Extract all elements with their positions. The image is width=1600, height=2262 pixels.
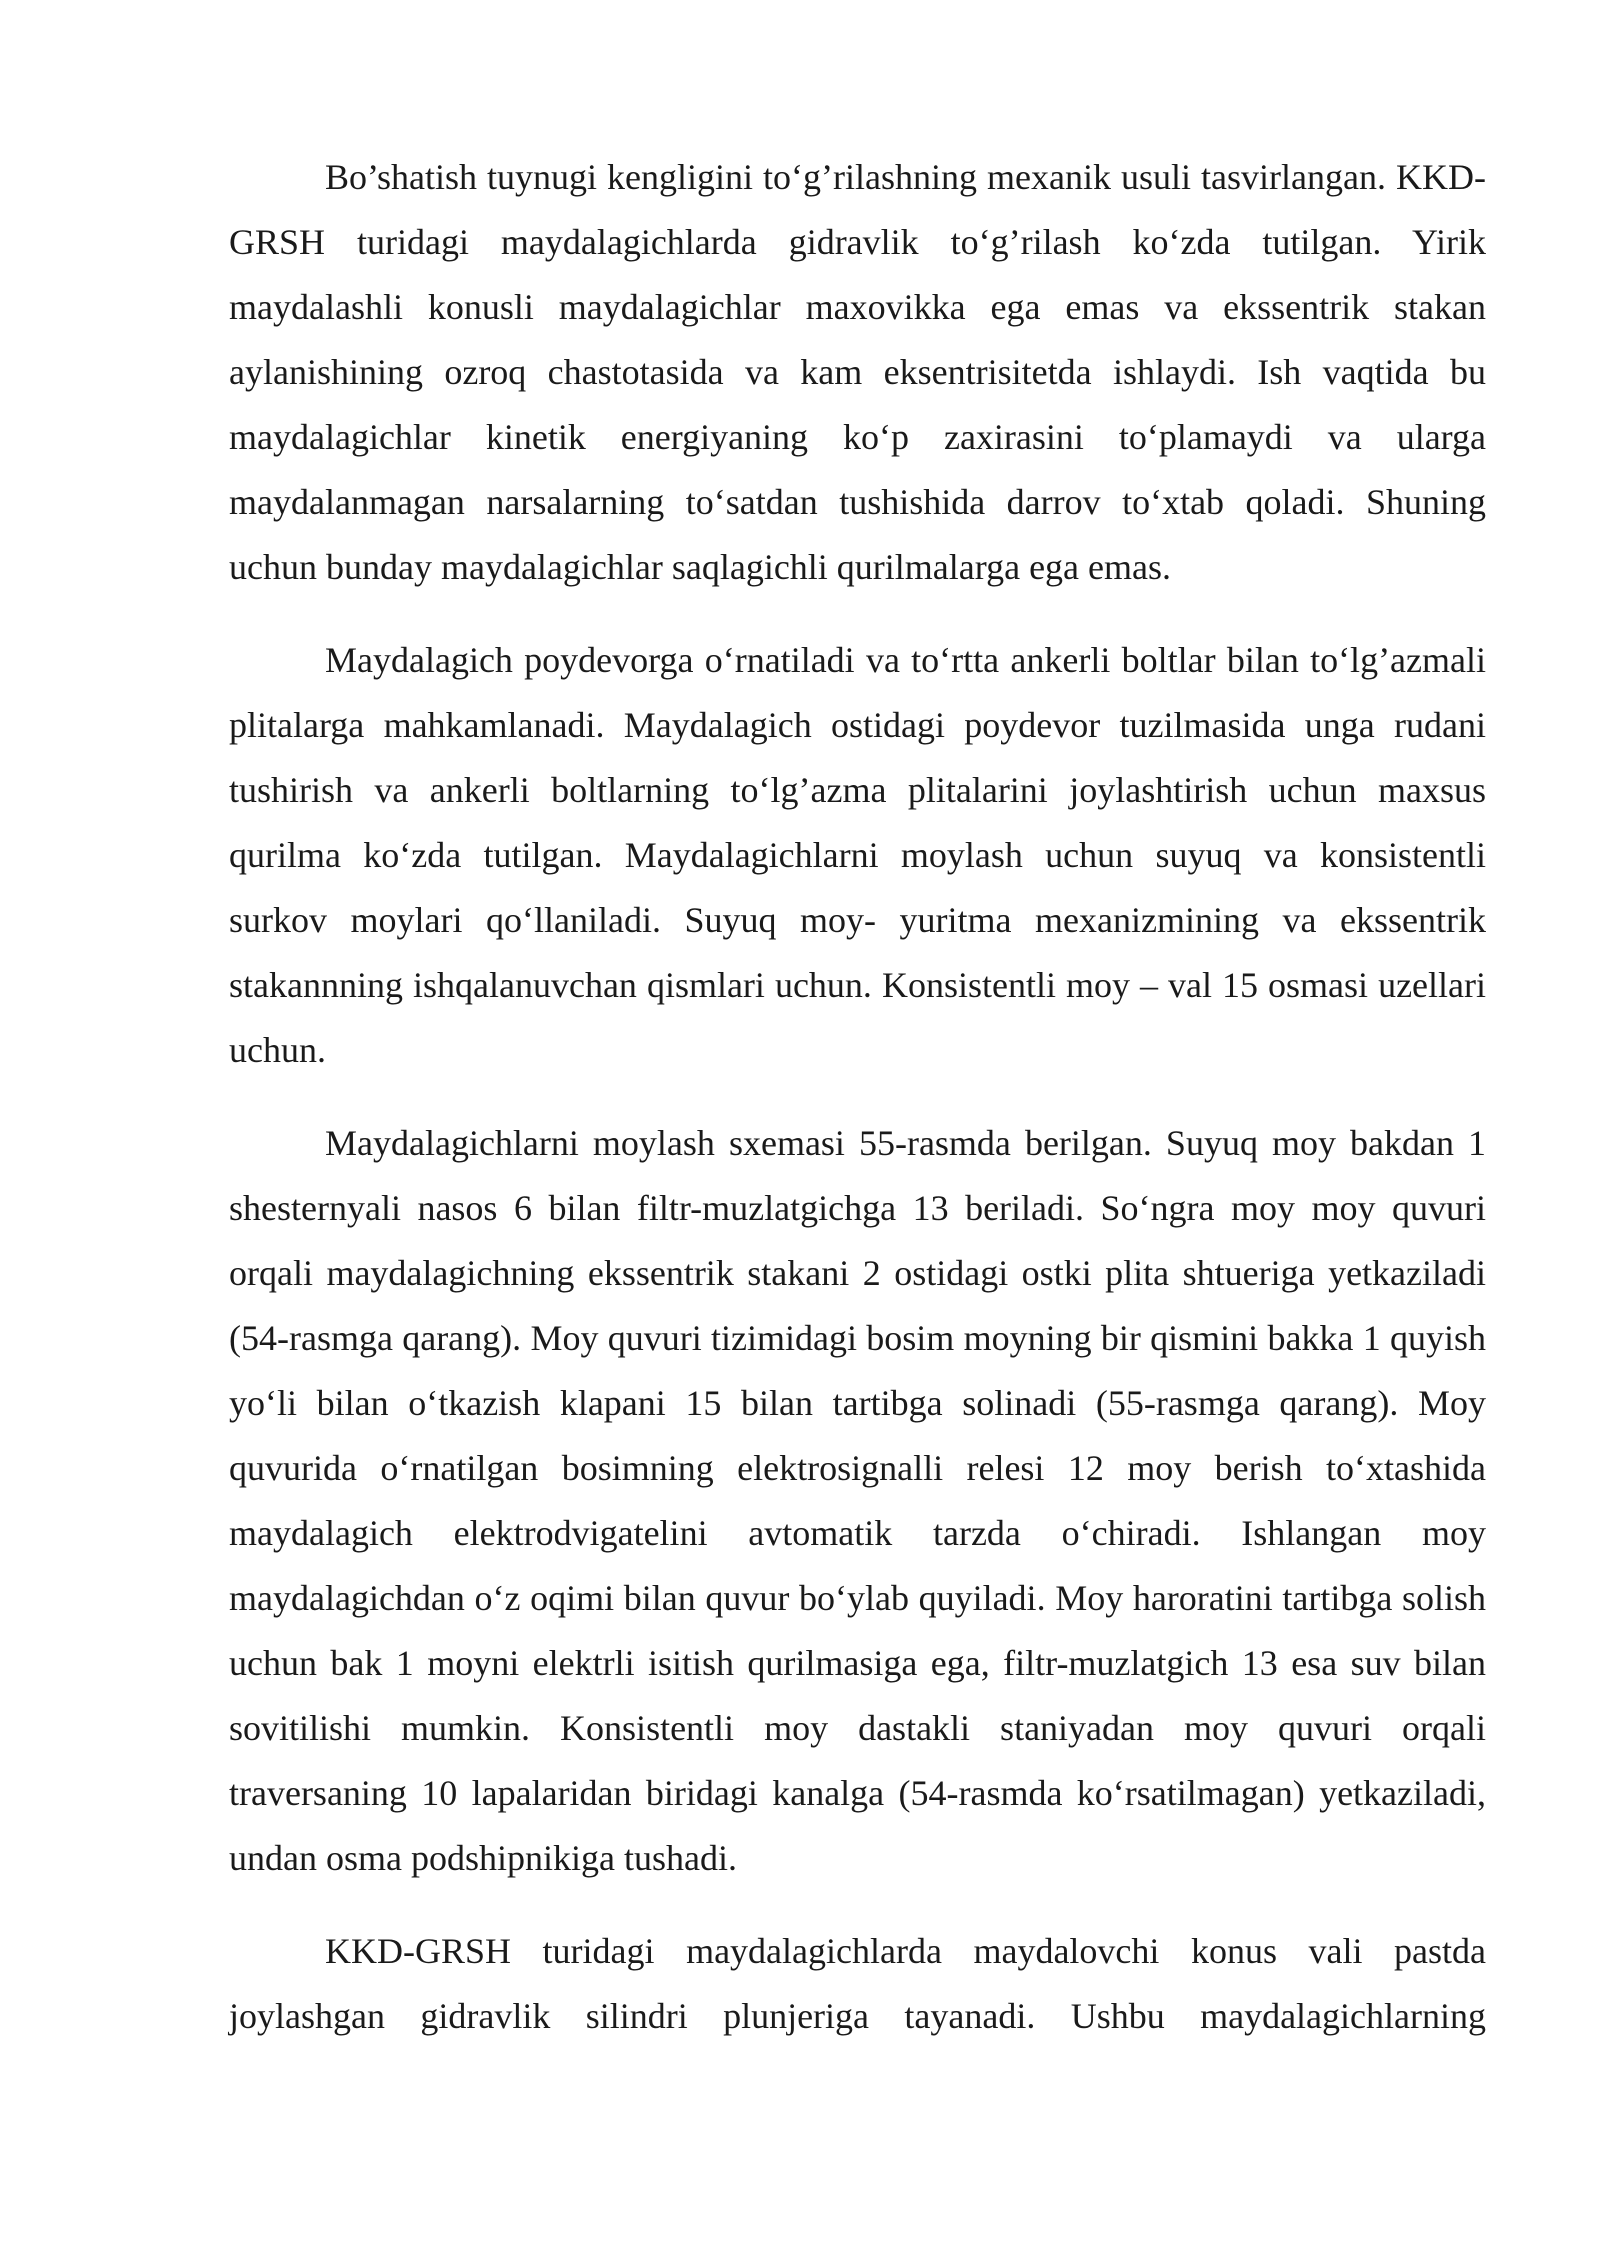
paragraph-1: Bo’shatish tuynugi kengligini to‘g’rilashning mexanik usuli tasvirlangan. KKD-GRSH turidagi maydalagichlarda gidravlik to‘g’rilash ko‘zda tutilgan. Yirik maydalashli konusli maydalagichlar maxovikka ega emas va ekssentrik stakan aylanishining ozroq chastotasida va kam eksentrisitetda ishlaydi. Ish vaqtida bu maydalagichlar kinetik energiyaning ko‘p zaxirasini to‘plamaydi va ularga maydalanmagan narsalarning to‘satdan tushishida darrov to‘xtab qoladi. Shuning uchun bunday maydalagichlar saqlagichli qurilmalarga ega emas. bbox=[229, 157, 1486, 587]
paragraph-4: KKD-GRSH turidagi maydalagichlarda maydalovchi konus vali pastda joylashgan gidravlik silindri plunjeriga tayanadi. Ushbu maydalagichlarning bbox=[229, 1931, 1486, 2036]
paragraph-3: Maydalagichlarni moylash sxemasi 55-rasmda berilgan. Suyuq moy bakdan 1 shesternyali nasos 6 bilan filtr-muzlatgichga 13 beriladi. So‘ngra moy moy quvuri orqali maydalagichning ekssentrik stakani 2 ostidagi ostki plita shtueriga yetkaziladi (54-rasmga qarang). Moy quvuri tizimidagi bosim moyning bir qismini bakka 1 quyish yo‘li bilan o‘tkazish klapani 15 bilan tartibga solinadi (55-rasmga qarang). Moy quvurida o‘rnatilgan bosimning elektrosignalli relesi 12 moy berish to‘xtashida maydalagich elektrodvigatelini avtomatik tarzda o‘chiradi. Ishlangan moy maydalagichdan o‘z oqimi bilan quvur bo‘ylab quyiladi. Moy haroratini tartibga solish uchun bak 1 moyni elektrli isitish qurilmasiga ega, filtr-muzlatgich 13 esa suv bilan sovitilishi mumkin. Konsistentli moy dastakli staniyadan moy quvuri orqali traversaning 10 lapalaridan biridagi kanalga (54-rasmda ko‘rsatilmagan) yetkaziladi, undan osma podshipnikiga tushadi. bbox=[229, 1123, 1486, 1878]
paragraph-2: Maydalagich poydevorga o‘rnatiladi va to‘rtta ankerli boltlar bilan to‘lg’azmali plitalarga mahkamlanadi. Maydalagich ostidagi poydevor tuzilmasida unga rudani tushirish va ankerli boltlarning to‘lg’azma plitalarini joylashtirish uchun maxsus qurilma ko‘zda tutilgan. Maydalagichlarni moylash uchun suyuq va konsistentli surkov moylari qo‘llaniladi. Suyuq moy- yuritma mexanizmining va ekssentrik stakannning ishqalanuvchan qismlari uchun. Konsistentli moy – val 15 osmasi uzellari uchun. bbox=[229, 640, 1486, 1070]
document-body bbox=[229, 145, 1486, 2049]
